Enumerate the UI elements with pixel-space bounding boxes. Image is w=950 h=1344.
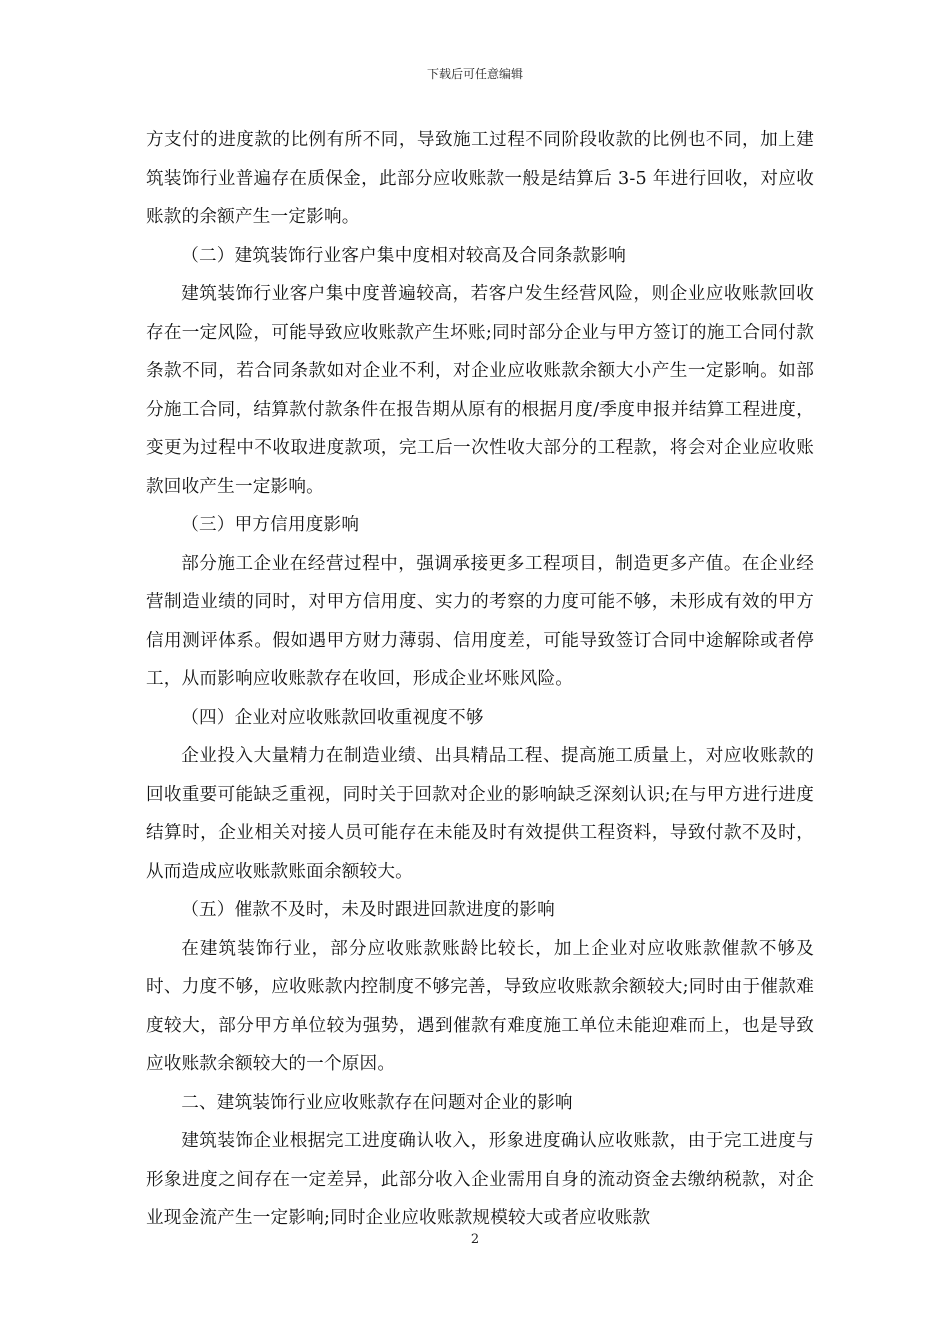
paragraph-credit: 部分施工企业在经营过程中，强调承接更多工程项目，制造更多产值。在企业经营制造业绩的同时，对甲方信用度、实力的考察的力度可能不够，未形成有效的甲方信用测评体系。假如遇甲方财力薄弱、信用度差，可能导致签订合同中途解除或者停工，从而影响应收账款存在收回，形成企业坏账风险。 <box>146 553 814 689</box>
body-content <box>146 121 814 1238</box>
page-header: 下载后可任意编辑 <box>426 67 523 81</box>
paragraph-attention: 企业投入大量精力在制造业绩、出具精品工程、提高施工质量上，对应收账款的回收重要可能缺乏重视，同时关于回款对企业的影响缺乏深刻认识;在与甲方进行进度结算时，企业相关对接人员可能存在未能及时有效提供工程资料，导致付款不及时，从而造成应收账款账面余额较大。 <box>146 746 814 882</box>
paragraph-continuation: 方支付的进度款的比例有所不同，导致施工过程不同阶段收款的比例也不同，加上建筑装饰行业普遍存在质保金，此部分应收账款一般是结算后 3-5 年进行回收，对应收账款的余额产生一定影响。 <box>146 130 814 227</box>
paragraph-customer-concentration: 建筑装饰行业客户集中度普遍较高，若客户发生经营风险，则企业应收账款回收存在一定风险，可能导致应收账款产生坏账;同时部分企业与甲方签订的施工合同付款条款不同，若合同条款如对企业不利，对企业应收账款余额大小产生一定影响。如部分施工合同，结算款付款条件在报告期从原有的根据月度/季度申报并结算工程进度，变更为过程中不收取进度款项，完工后一次性收大部分的工程款，将会对企业应收账款回收产生一定影响。 <box>146 284 814 497</box>
page-number: 2 <box>470 1232 480 1247</box>
paragraph-collection: 在建筑装饰行业，部分应收账款账龄比较长，加上企业对应收账款催款不够及时、力度不够，应收账款内控制度不够完善，导致应收账款余额较大;同时由于催款难度较大，部分甲方单位较为强势，遇到催款有难度施工单位未能迎难而上，也是导致应收账款余额较大的一个原因。 <box>146 938 814 1074</box>
section-heading-2: （二）建筑装饰行业客户集中度相对较高及合同条款影响 <box>181 245 627 266</box>
section-heading-3: （三）甲方信用度影响 <box>181 515 360 535</box>
paragraph-impact: 建筑装饰企业根据完工进度确认收入，形象进度确认应收账款，由于完工进度与形象进度之间存在一定差异，此部分收入企业需用自身的流动资金去缴纳税款，对企业现金流产生一定影响;同时企业应收账款规模较大或者应收账款 <box>146 1131 814 1228</box>
section-heading-4: （四）企业对应收账款回收重视度不够 <box>181 707 484 728</box>
section-heading-part-two: 二、建筑装饰行业应收账款存在问题对企业的影响 <box>181 1092 573 1113</box>
section-heading-5: （五）催款不及时，未及时跟进回款进度的影响 <box>181 900 555 920</box>
